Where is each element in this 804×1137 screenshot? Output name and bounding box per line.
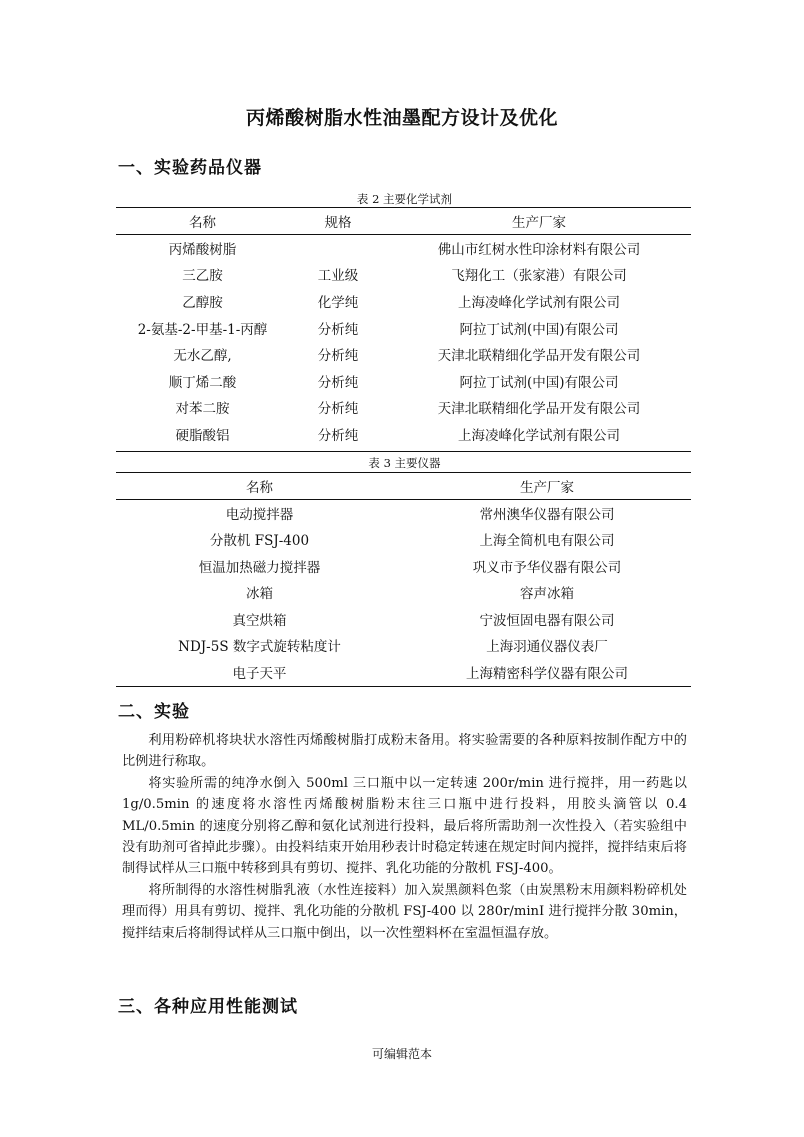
table2-header-spec: 规格	[324, 215, 352, 232]
table2-cell-spec: 化学纯	[317, 295, 359, 312]
section-heading-2: 二、实验	[118, 702, 190, 722]
table2-cell-maker: 上海凌峰化学试剂有限公司	[458, 295, 620, 312]
table3-cell-maker: 宁波恒固电器有限公司	[479, 612, 615, 629]
table2-cell-maker: 天津北联精细化学品开发有限公司	[437, 348, 641, 365]
table3-cell-maker: 上海精密科学仪器有限公司	[466, 665, 628, 682]
section-heading-3: 三、各种应用性能测试	[118, 997, 298, 1017]
table2-cell-maker: 阿拉丁试剂(中国)有限公司	[459, 321, 619, 338]
paragraph-1: 利用粉碎机将块状水溶性丙烯酸树脂打成粉末备用。将实验需要的各种原料按制作配方中的比例进行称取。	[122, 733, 687, 770]
table-row	[116, 500, 691, 527]
table-row	[116, 632, 691, 659]
section-heading-1: 一、实验药品仪器	[118, 158, 262, 178]
table3-cell-name: 电子天平	[232, 665, 287, 682]
table-row	[116, 261, 691, 288]
table2	[116, 208, 691, 447]
table3-header-name: 名称	[246, 480, 273, 497]
table-row	[116, 526, 691, 553]
paragraph-2: 将实验所需的纯净水倒入 500ml 三口瓶中以一定转速 200r/min 进行搅拌，用一药匙以 1g/0.5min 的速度将水溶性丙烯酸树脂粉末往三口瓶中进行投料，用胶头滴管以 0.4 ML/0.5min 的速度分别将乙醇和氨化试剂进行投料，最后将所需助剂一次性投入（若实验组中没有助剂可省掉此步骤）。由投料结束开始用秒表计时稳定转速在规定时间内搅拌，搅拌结束后将制得试样从三口瓶中转移到具有剪切、搅拌、乳化功能的分散机 FSJ-400。	[122, 775, 687, 877]
table2-cell-maker: 阿拉丁试剂(中国)有限公司	[459, 374, 619, 391]
table-row	[116, 394, 691, 421]
table-row	[116, 235, 691, 262]
table3-cell-maker: 上海羽通仪器仪表厂	[486, 639, 608, 656]
table2-cell-name: 硬脂酸铝	[175, 428, 230, 445]
table-row	[116, 606, 691, 633]
table3-header-maker: 生产厂家	[520, 480, 574, 497]
table2-cell-maker: 佛山市红树水性印涂材料有限公司	[437, 241, 641, 258]
table3-cell-maker: 上海全简机电有限公司	[479, 533, 615, 550]
table2-cell-maker: 天津北联精细化学品开发有限公司	[437, 401, 641, 418]
table2-cell-name: 顺丁烯二酸	[168, 374, 237, 391]
table2-header-name: 名称	[189, 215, 216, 232]
table2-cell-maker: 上海凌峰化学试剂有限公司	[458, 428, 620, 445]
table2-cell-spec: 分析纯	[317, 428, 359, 445]
table-row	[116, 341, 691, 368]
table2-cell-name: 2-氨基-2-甲基-1-丙醇	[137, 321, 268, 338]
table2-bottom-rule	[116, 451, 691, 452]
table3-bottom-rule	[116, 686, 691, 687]
table-row	[116, 579, 691, 606]
table2-cell-name: 丙烯酸树脂	[168, 241, 237, 258]
table2-header-maker: 生产厂家	[512, 215, 566, 232]
table-row	[116, 368, 691, 395]
paragraph-3: 将所制得的水溶性树脂乳液（水性连接料）加入炭黑颜料色浆（由炭黑粉末用颜料粉碎机处理而得）用具有剪切、搅拌、乳化功能的分散机 FSJ-400 以 280r/minI 进行搅拌分散 30min，搅拌结束后将制得试样从三口瓶中倒出，以一次性塑料杯在室温恒温存放。	[122, 882, 687, 941]
table3-cell-name: 冰箱	[246, 586, 273, 603]
table3-header-rule	[116, 499, 691, 500]
table2-cell-name: 三乙胺	[182, 268, 223, 285]
table2-cell-name: 乙醇胺	[182, 295, 223, 312]
table2-cell-spec	[289, 235, 387, 262]
table3	[116, 473, 691, 685]
section2-body	[122, 730, 687, 944]
table2-cell-spec: 分析纯	[317, 401, 359, 418]
table2-cell-spec: 分析纯	[317, 321, 359, 338]
table3-cell-name: 恒温加热磁力搅拌器	[198, 559, 321, 576]
table3-header-row	[116, 473, 691, 500]
table2-cell-spec: 工业级	[317, 268, 359, 285]
table3-cell-name: 电动搅拌器	[225, 506, 294, 523]
table3-cell-maker: 容声冰箱	[520, 586, 574, 603]
table2-header-row	[116, 208, 691, 235]
table3-cell-maker: 常州澳华仪器有限公司	[479, 506, 615, 523]
table-row	[116, 314, 691, 341]
table2-cell-name: 无水乙醇,	[173, 348, 232, 365]
table-row	[116, 421, 691, 448]
table-row	[116, 288, 691, 315]
table3-cell-name: NDJ-5S 数字式旋转粘度计	[178, 639, 341, 656]
table2-cell-name: 对苯二胺	[175, 401, 230, 418]
document-title: 丙烯酸树脂水性油墨配方设计及优化	[245, 107, 558, 129]
page-footer: 可编辑范本	[371, 1047, 432, 1061]
table3-cell-name: 分散机 FSJ-400	[209, 533, 310, 550]
table2-header-rule	[116, 234, 691, 235]
table2-caption: 表 2 主要化学试剂	[356, 192, 453, 206]
table3-caption: 表 3 主要仪器	[368, 456, 441, 470]
table2-cell-spec: 分析纯	[317, 374, 359, 391]
table3-cell-name: 真空烘箱	[232, 612, 287, 629]
table2-cell-spec: 分析纯	[317, 348, 359, 365]
table-row	[116, 553, 691, 580]
table2-cell-maker: 飞翔化工（张家港）有限公司	[451, 268, 627, 285]
table3-cell-maker: 巩义市予华仪器有限公司	[472, 559, 622, 576]
table-row	[116, 659, 691, 686]
